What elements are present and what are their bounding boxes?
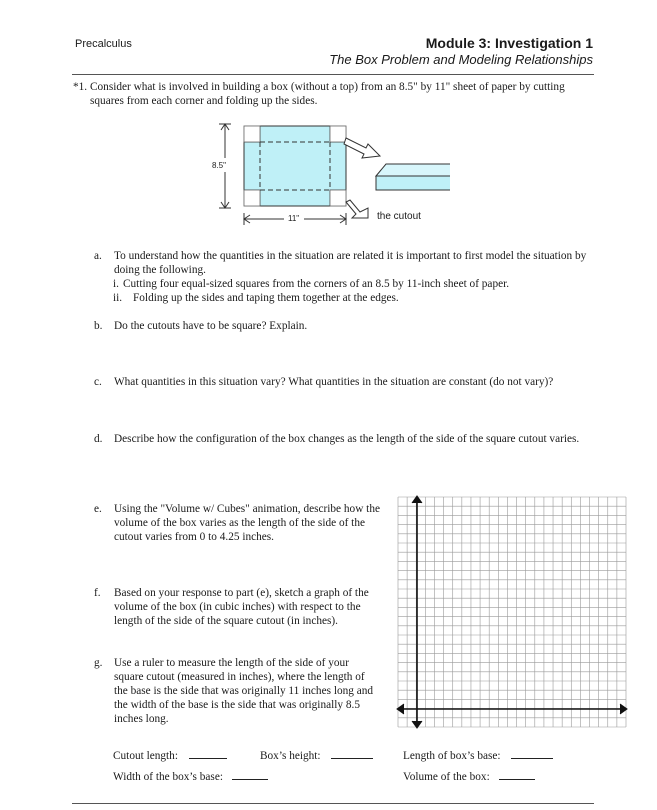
part-label: g. bbox=[94, 657, 103, 669]
footer-divider bbox=[72, 803, 594, 804]
cutout-square bbox=[244, 190, 260, 206]
step-text: Folding up the sides and taping them together at the edges. bbox=[133, 292, 399, 304]
cutout-label: the cutout bbox=[377, 211, 421, 222]
cutout-length-label: Cutout length: bbox=[113, 750, 178, 762]
cutout-arrow bbox=[346, 200, 368, 218]
base-width-label: Width of the box’s base: bbox=[113, 771, 223, 783]
part-c bbox=[94, 375, 604, 389]
box-top-opening bbox=[376, 164, 450, 176]
answer-line[interactable] bbox=[189, 748, 227, 759]
volume-blank[interactable] bbox=[403, 769, 535, 783]
volume-label: Volume of the box: bbox=[403, 771, 490, 783]
fold-arrow bbox=[344, 138, 380, 158]
step-label: i. bbox=[113, 278, 119, 290]
header-divider bbox=[72, 74, 594, 75]
course-name: Precalculus bbox=[75, 38, 132, 50]
part-text: To understand how the quantities in the situation are related it is important to first model the situation by doing the following. bbox=[114, 250, 587, 276]
width-label: 11" bbox=[288, 214, 300, 223]
investigation-subtitle: The Box Problem and Modeling Relationships bbox=[329, 52, 593, 67]
part-text: Based on your response to part (e), sketch a graph of the volume of the box (in cubic inches) with respect to the length of the side of the square cutout (in inches). bbox=[114, 587, 369, 627]
part-text: Describe how the configuration of the box changes as the length of the side of the square cutout varies. bbox=[114, 433, 580, 445]
step-i bbox=[113, 277, 510, 291]
question-text: Consider what is involved in building a box (without a top) from an 8.5" by 11" sheet of paper by cutting squares from each corner and folding up the sides. bbox=[90, 81, 565, 107]
cutout-square bbox=[330, 190, 346, 206]
cutout-square bbox=[330, 126, 346, 142]
step-text: Cutting four equal-sized squares from the corners of an 8.5 by 11-inch sheet of paper. bbox=[123, 278, 510, 290]
base-width-blank[interactable] bbox=[113, 769, 268, 783]
part-text: What quantities in this situation vary? What quantities in the situation are constant (do not vary)? bbox=[114, 376, 554, 388]
part-a bbox=[94, 249, 594, 277]
module-title: Module 3: Investigation 1 bbox=[425, 35, 593, 51]
part-f bbox=[94, 586, 380, 628]
answer-line[interactable] bbox=[232, 769, 268, 780]
answer-line[interactable] bbox=[331, 748, 373, 759]
box-height-label: Box’s height: bbox=[260, 750, 321, 762]
part-label: f. bbox=[94, 587, 101, 599]
graph-grid[interactable] bbox=[394, 493, 630, 733]
step-label: ii. bbox=[113, 292, 123, 304]
part-d bbox=[94, 432, 594, 446]
grid-lines bbox=[398, 497, 626, 727]
part-e bbox=[94, 502, 380, 544]
part-label: e. bbox=[94, 503, 102, 515]
part-label: c. bbox=[94, 376, 102, 388]
base-length-label: Length of box’s base: bbox=[403, 750, 501, 762]
cutout-square bbox=[244, 126, 260, 142]
box-front bbox=[376, 176, 450, 190]
base-length-blank[interactable] bbox=[403, 748, 553, 762]
box-height-blank[interactable] bbox=[260, 748, 373, 762]
answer-line[interactable] bbox=[511, 748, 553, 759]
cutout-length-blank[interactable] bbox=[113, 748, 227, 762]
height-label: 8.5" bbox=[212, 161, 226, 170]
answer-line[interactable] bbox=[499, 769, 535, 780]
part-g bbox=[94, 656, 380, 726]
question-number: *1. bbox=[73, 81, 88, 93]
step-ii bbox=[113, 291, 399, 305]
part-label: d. bbox=[94, 433, 103, 445]
part-label: b. bbox=[94, 320, 103, 332]
question-1 bbox=[73, 80, 593, 108]
part-label: a. bbox=[94, 250, 102, 262]
part-text: Use a ruler to measure the length of the side of your square cutout (measured in inches), where the length of the base is the side that was originally 11 inches long and the width of the base is the side that was originally 8.5 inches long. bbox=[114, 657, 374, 725]
part-text: Using the "Volume w/ Cubes" animation, describe how the volume of the box varies as the length of the side of the cutout varies from 0 to 4.25 inches. bbox=[114, 503, 380, 543]
part-text: Do the cutouts have to be square? Explain. bbox=[114, 320, 308, 332]
part-b bbox=[94, 319, 594, 333]
